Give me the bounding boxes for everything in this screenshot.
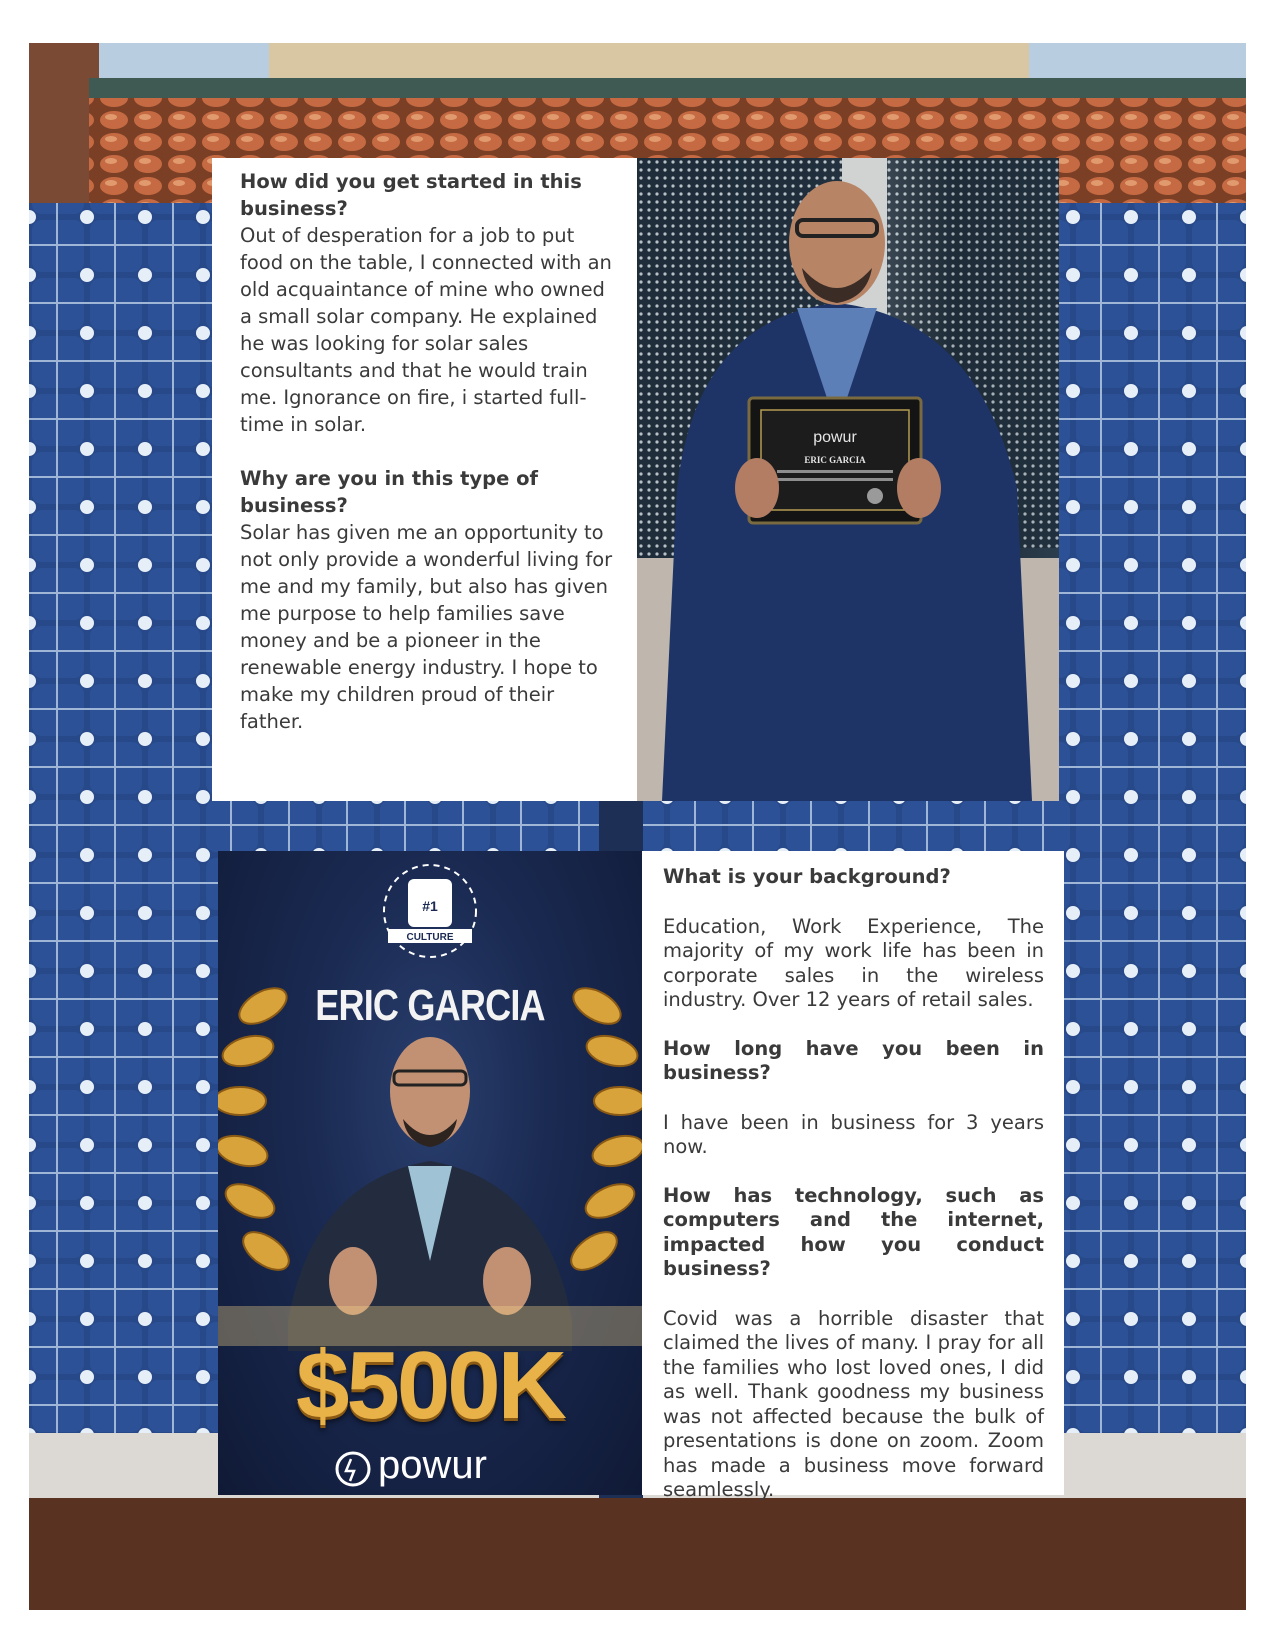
question-background: What is your background? [663,865,951,888]
portrait-illustration [637,158,1059,801]
plaque-name: ERIC GARCIA [804,455,866,465]
answer-get-started: Out of desperation for a job to put food on the table, I connected with an old acquaintance of mine who owned a small solar company. He explained he was looking for solar sales consultants and that he would train me. Ignorance on fire, i started full-time in solar. [240,224,612,436]
poster-name: ERIC GARCIA [315,981,545,1030]
answer-technology: Covid was a horrible disaster that claimed the lives of many. I pray for all the families who lost loved ones, I did as well. Thank goodness my business was not affected because the bulk of presentations is done on zoom. Zoom has made a business move forward seamlessly. [663,1306,1044,1501]
badge-number: #1 [422,898,438,914]
question-get-started: How did you get started in this business? [240,170,582,220]
question-technology: How has technology, such as computers and the internet, impacted how you conduct business? [663,1183,1044,1280]
answer-how-long: I have been in business for 3 years now. [663,1110,1044,1158]
interview-panel-bottom [642,851,1064,1501]
poster-amount: $500K [296,1332,564,1439]
answer-why-business: Solar has given me an opportunity to not only provide a wonderful living for me and my family, but also has given me purpose to help families save money and be a pioneer in the renewable energy industry. I hope to make my children proud of their father. [240,521,613,733]
photo-holding-plaque [637,158,1059,801]
question-how-long: How long have you been in business? [663,1036,1044,1084]
interview-panel-top [212,158,637,801]
question-why-business: Why are you in this type of business? [240,467,538,517]
poster-brand-logo: powur [378,1443,487,1487]
plaque-brand: powur [813,429,857,446]
award-poster [218,851,642,1495]
answer-background: Education, Work Experience, The majority of my work life has been in corporate sales in the wireless industry. Over 12 years of retail sales. [663,914,1044,1011]
badge-label: CULTURE [406,932,454,943]
